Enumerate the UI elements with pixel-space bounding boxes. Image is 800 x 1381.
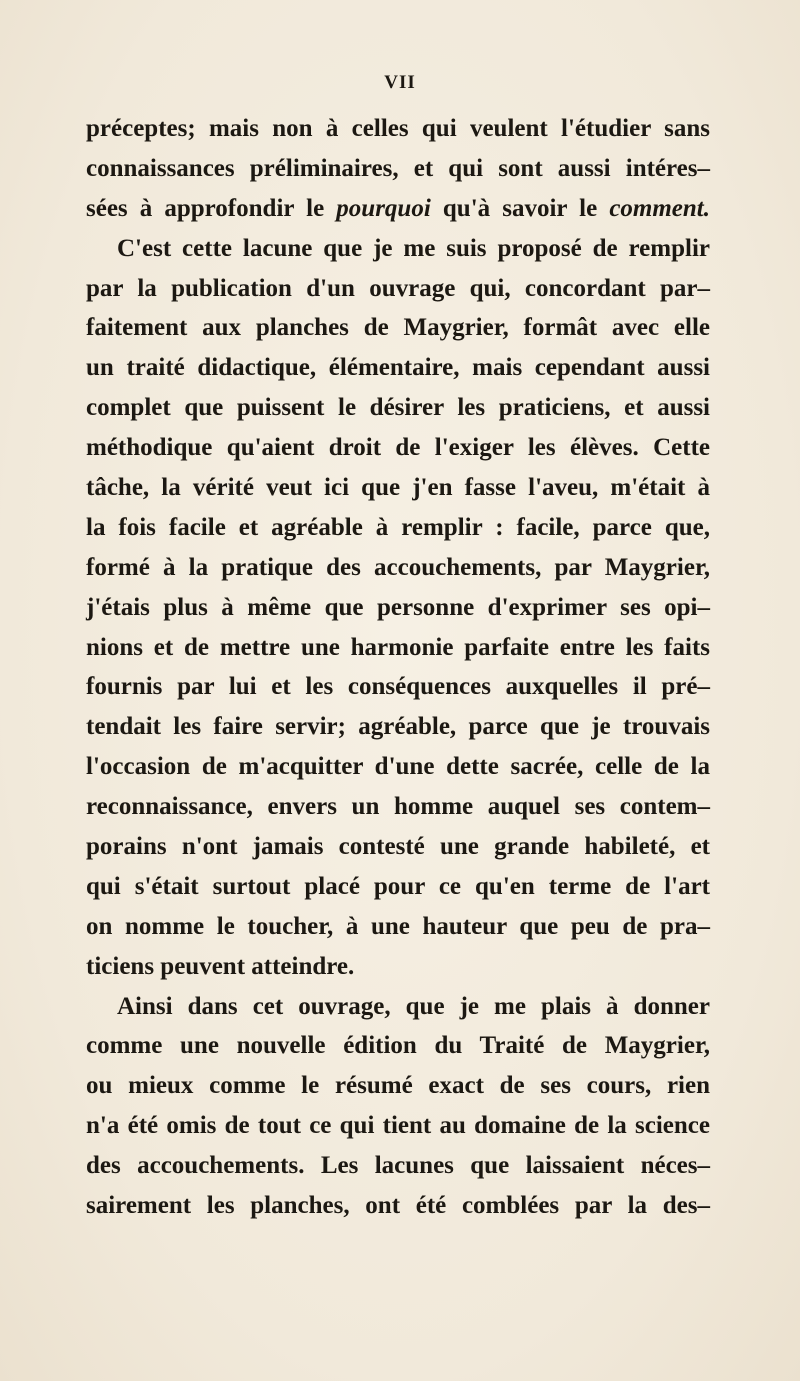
text-line: qui s'était surtout placé pour ce qu'en terme de l'art <box>86 872 710 900</box>
body-text <box>86 109 710 1226</box>
text-line: Ainsi dans cet ouvrage, que je me plais à donner <box>117 992 710 1020</box>
text-line: fournis par lui et les conséquences auxquelles il pré– <box>86 673 710 701</box>
text-line: porains n'ont jamais contesté une grande habileté, et <box>86 833 710 861</box>
text-line: la fois facile et agréable à remplir : facile, parce que, <box>86 513 710 541</box>
text-line: méthodique qu'aient droit de l'exiger les élèves. Cette <box>86 434 710 462</box>
text-line: des accouchements. Les lacunes que laissaient néces– <box>86 1152 710 1180</box>
text-line: ou mieux comme le résumé exact de ses cours, rien <box>86 1072 710 1100</box>
text-line: n'a été omis de tout ce qui tient au domaine de la science <box>86 1112 710 1140</box>
text-line <box>86 189 710 229</box>
text-line: un traité didactique, élémentaire, mais cependant aussi <box>86 354 710 382</box>
text-line: sairement les planches, ont été comblées par la des– <box>86 1192 710 1220</box>
text-line: connaissances préliminaires, et qui sont aussi intéres– <box>86 154 710 182</box>
text-line: ticiens peuvent atteindre. <box>86 952 355 980</box>
text-line: tendait les faire servir; agréable, parce que je trouvais <box>86 713 710 741</box>
text-segment: qu'à savoir le <box>430 194 610 222</box>
text-line: faitement aux planches de Maygrier, formât avec elle <box>86 314 710 342</box>
text-line: j'étais plus à même que personne d'exprimer ses opi– <box>86 593 710 621</box>
italic-word: comment. <box>609 194 710 222</box>
text-line: comme une nouvelle édition du Traité de Maygrier, <box>86 1032 710 1060</box>
text-line: formé à la pratique des accouchements, par Maygrier, <box>86 553 710 581</box>
text-line: complet que puissent le désirer les praticiens, et aussi <box>86 394 710 422</box>
text-line: on nomme le toucher, à une hauteur que peu de pra– <box>86 912 710 940</box>
text-line: reconnaissance, envers un homme auquel ses contem– <box>86 793 710 821</box>
text-line: préceptes; mais non à celles qui veulent l'étudier sans <box>86 115 710 142</box>
text-segment: sées à approfondir le <box>86 194 337 222</box>
italic-word: pourquoi <box>336 194 431 222</box>
page-number: VII <box>384 72 416 93</box>
text-line: tâche, la vérité veut ici que j'en fasse l'aveu, m'était à <box>86 474 710 502</box>
text-line: C'est cette lacune que je me suis proposé de remplir <box>117 234 710 262</box>
text-line: nions et de mettre une harmonie parfaite entre les faits <box>86 633 710 661</box>
text-line: par la publication d'un ouvrage qui, concordant par– <box>86 274 710 302</box>
text-line: l'occasion de m'acquitter d'une dette sacrée, celle de la <box>86 753 710 781</box>
